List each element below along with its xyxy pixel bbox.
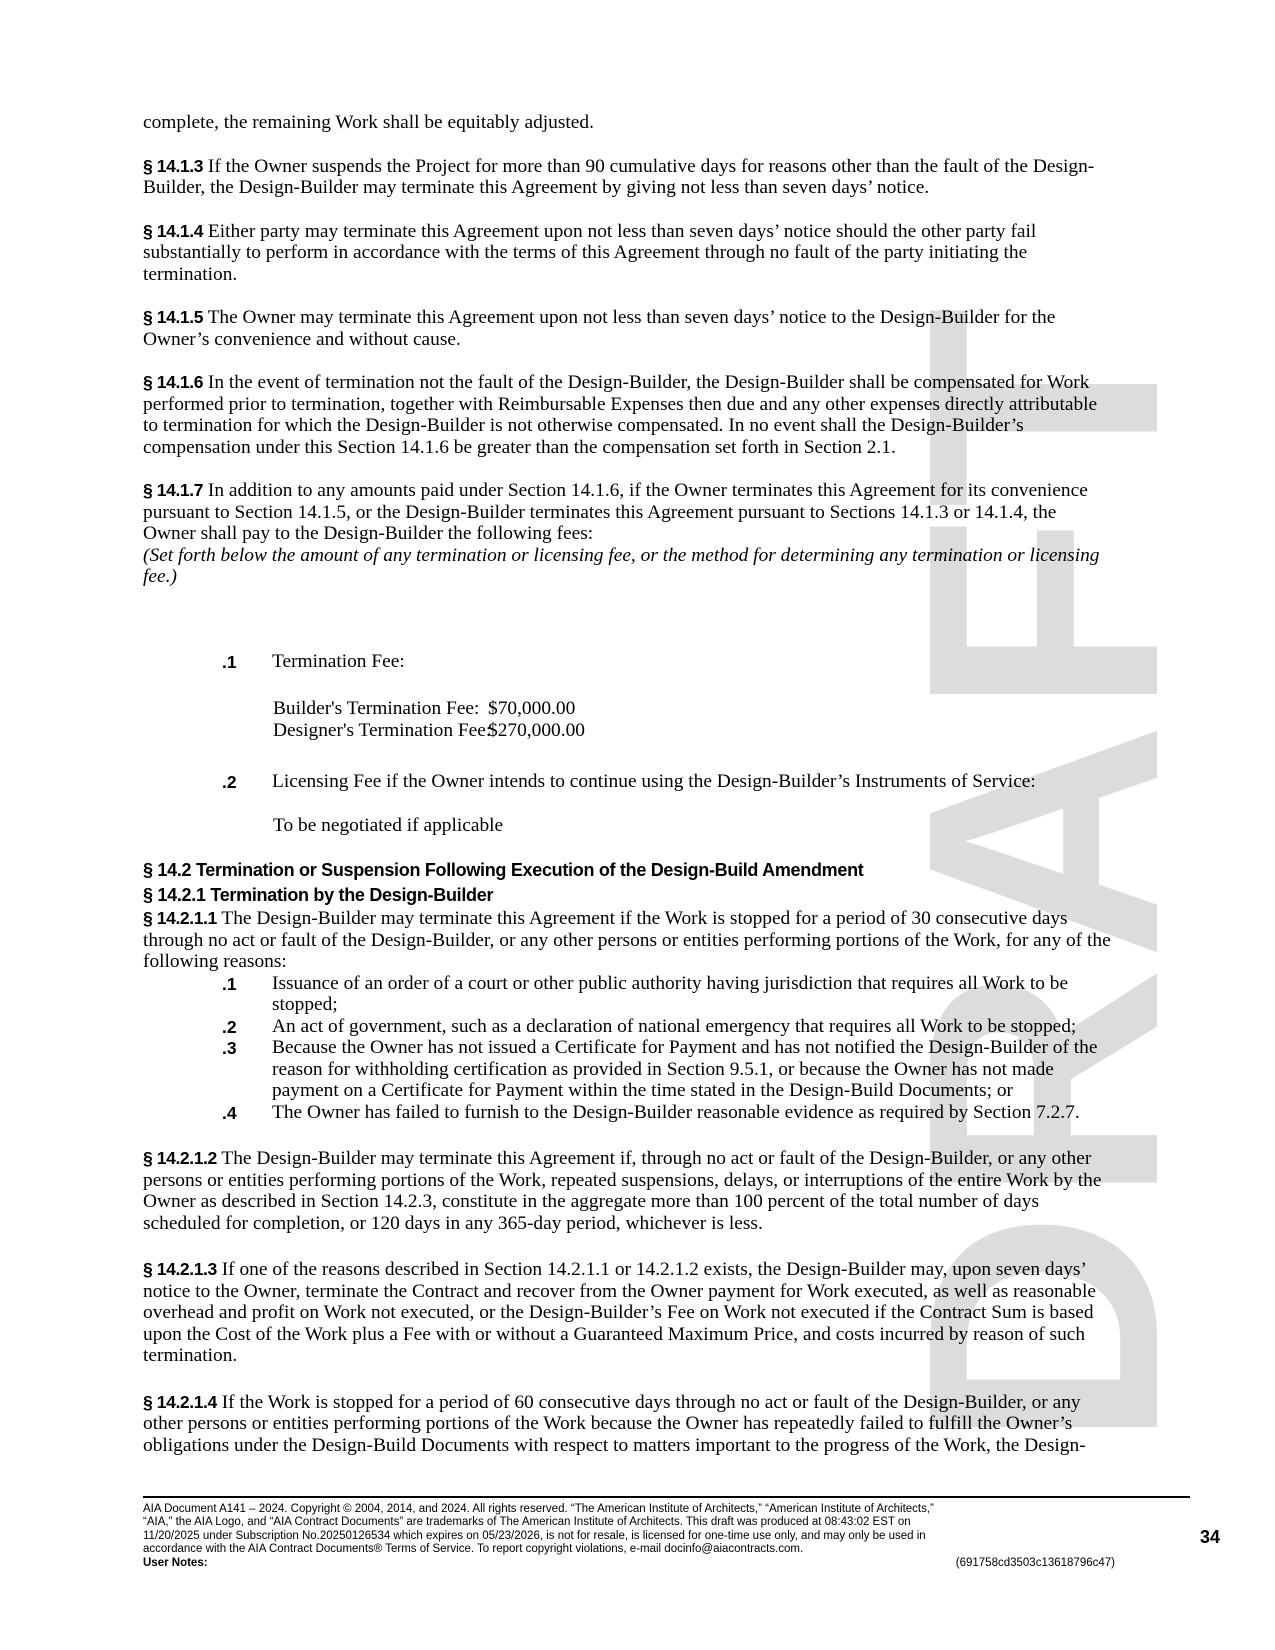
item-number: .1 — [222, 651, 237, 672]
footer-line: 11/20/2025 under Subscription No.20250126534 which expires on 05/23/2026, is not for resale, is licensed for one-time use only, and may only be used in — [143, 1529, 926, 1542]
item-number: .1 — [222, 973, 237, 994]
user-notes-label: User Notes: — [143, 1556, 208, 1569]
section-number: § 14.1.6 — [143, 372, 204, 392]
section-number: § 14.2.1.2 — [143, 1148, 217, 1168]
numbered-item — [143, 973, 1113, 1016]
section-paragraph — [143, 307, 1113, 350]
footer-line: AIA Document A141 – 2024. Copyright © 2004, 2014, and 2024. All rights reserved. “The American Institute of Architects,” “American Institute of Architects,” — [143, 1503, 934, 1515]
paragraph — [143, 112, 1113, 134]
numbered-item — [143, 771, 1113, 793]
section-paragraph — [143, 372, 1113, 458]
section-number: § 14.2.1.3 — [143, 1259, 217, 1279]
section-heading: § 14.2.1 Termination by the Design-Builder — [143, 885, 494, 905]
fill-in-line: To be negotiated if applicable — [273, 814, 504, 836]
section-number: § 14.1.7 — [143, 480, 204, 500]
page-number: 34 — [1200, 1527, 1221, 1547]
item-text: Termination Fee: — [272, 650, 405, 672]
footer-legal-text — [143, 1503, 1115, 1557]
numbered-item — [143, 1102, 1113, 1124]
footer-line: “AIA,” the AIA Logo, and “AIA Contract Documents” are trademarks of The American Institute of Architects. This draft was produced at 08:43:02 EST on — [143, 1516, 911, 1529]
paragraph-text: The Design-Builder may terminate this Agreement if, through no act or fault of the Design-Builder, or any other persons or entities performing portions of the Work, repeated suspensions, delays, or interruptions of the entire Work by the Owner as described in Section 14.2.3, constitute in the aggregate more than 100 percent of the total number of days scheduled for completion, or 120 days in any 365-day period, whichever is less. — [143, 1148, 1102, 1234]
item-number: .2 — [222, 1016, 237, 1037]
item-text: The Owner has failed to furnish to the Design-Builder reasonable evidence as required by Section 7.2.7. — [272, 1101, 1080, 1123]
paragraph-text: complete, the remaining Work shall be equitably adjusted. — [143, 112, 594, 133]
section-number: § 14.1.5 — [143, 307, 204, 327]
item-number: .2 — [222, 772, 237, 792]
fee-amount: $70,000.00 — [488, 698, 576, 719]
section-paragraph — [143, 480, 1113, 545]
item-number: .3 — [222, 1038, 237, 1058]
fee-label: Builder's Termination Fee: — [273, 698, 480, 719]
fill-in-text — [273, 698, 1113, 741]
fee-amount: $270,000.00 — [488, 719, 585, 741]
fill-in-text — [273, 815, 1113, 837]
section-paragraph — [143, 221, 1113, 286]
paragraph-text: (Set forth below the amount of any termination or licensing fee, or the method for determining any termination or licensing fee.) — [143, 544, 1100, 587]
section-heading: § 14.2 Termination or Suspension Following Execution of the Design-Build Amendment — [143, 860, 864, 880]
fee-label: Designer's Termination Fee: — [273, 719, 492, 741]
section-number: § 14.1.3 — [143, 155, 204, 176]
draft-watermark: DRAFT — [858, 300, 1227, 1450]
section-paragraph — [143, 908, 1113, 973]
item-text: Licensing Fee if the Owner intends to continue using the Design-Builder’s Instruments of Service: — [272, 771, 1036, 792]
paragraph-text: In the event of termination not the fault of the Design-Builder, the Design-Builder shall be compensated for Work performed prior to termination, together with Reimbursable Expenses then due and any other expenses directly attributable to termination for which the Design-Builder is not otherwise compensated. In no event shall the Design-Builder’s compensation under this Section 14.1.6 be greater than the compensation set forth in Section 2.1. — [143, 372, 1098, 458]
footer-rule — [143, 1496, 1190, 1498]
numbered-item — [143, 1016, 1113, 1038]
item-text: An act of government, such as a declaration of national emergency that requires all Work to be stopped; — [272, 1015, 1077, 1037]
paragraph-text: The Design-Builder may terminate this Agreement if the Work is stopped for a period of 30 consecutive days through no act or fault of the Design-Builder, or any other persons or entities performing portions of the Work, for any of the following reasons: — [143, 908, 1111, 972]
section-number: § 14.1.4 — [143, 220, 204, 241]
section-number: § 14.2.1.4 — [143, 1391, 217, 1412]
numbered-item — [143, 651, 1113, 673]
footer-line: accordance with the AIA Contract Documents® Terms of Service. To report copyright violations, e-mail docinfo@aiacontracts.com. — [143, 1543, 804, 1556]
paragraph-text: If one of the reasons described in Section 14.2.1.1 or 14.2.1.2 exists, the Design-Builder may, upon seven days’ notice to the Owner, terminate the Contract and recover from the Owner payment for Work executed, as well as reasonable overhead and profit on Work not executed, or the Design-Builder’s Fee on Work not executed if the Contract Sum is based upon the Cost of the Work plus a Fee with or without a Guaranteed Maximum Price, and costs incurred by reason of such termination. — [143, 1259, 1096, 1366]
paragraph-text: The Owner may terminate this Agreement upon not less than seven days’ notice to the Design-Builder for the Owner’s convenience and without cause. — [143, 307, 1056, 350]
section-paragraph — [143, 1259, 1113, 1367]
paragraph-text: If the Work is stopped for a period of 60 consecutive days through no act or fault of the Design-Builder, or any other persons or entities performing portions of the Work because the Owner has repeatedly failed to fulfill the Owner’s obligations under the Design-Build Documents with respect to matters important to the progress of the Work, the Design- — [143, 1391, 1086, 1456]
item-number: .4 — [222, 1102, 237, 1123]
page-footer — [143, 1496, 1190, 1570]
section-paragraph — [143, 156, 1113, 199]
fee-line — [273, 720, 1113, 742]
section-number: § 14.2.1.1 — [143, 908, 217, 928]
paragraph-text: If the Owner suspends the Project for more than 90 cumulative days for reasons other than the fault of the Design-Builder, the Design-Builder may terminate this Agreement by giving not less than seven days’ notice. — [143, 155, 1095, 198]
numbered-item — [143, 1037, 1113, 1102]
document-hash: (691758cd3503c13618796c47) — [955, 1556, 1115, 1569]
item-text: Issuance of an order of a court or other public authority having jurisdiction that requires all Work to be stopped; — [272, 972, 1069, 1015]
footer-bottom-row — [143, 1557, 1115, 1570]
document-body — [143, 112, 1113, 1456]
paragraph-text: Either party may terminate this Agreement upon not less than seven days’ notice should the other party fail substantially to perform in accordance with the terms of this Agreement through no fault of the party initiating the termination. — [143, 220, 1037, 285]
fee-line — [273, 698, 1113, 720]
section-paragraph — [143, 1392, 1113, 1457]
section-paragraph — [143, 1148, 1113, 1234]
item-text: Because the Owner has not issued a Certificate for Payment and has not notified the Design-Builder of the reason for withholding certification as provided in Section 9.5.1, or because the Owner has not made payment on a Certificate for Payment within the time stated in the Design-Build Documents; or — [272, 1037, 1098, 1101]
paragraph-text: In addition to any amounts paid under Section 14.1.6, if the Owner terminates this Agreement for its convenience pursuant to Section 14.1.5, or the Design-Builder terminates this Agreement pursuant to Sections 14.1.3 or 14.1.4, the Owner shall pay to the Design-Builder the following fees: — [143, 480, 1088, 544]
paragraph — [143, 545, 1113, 588]
